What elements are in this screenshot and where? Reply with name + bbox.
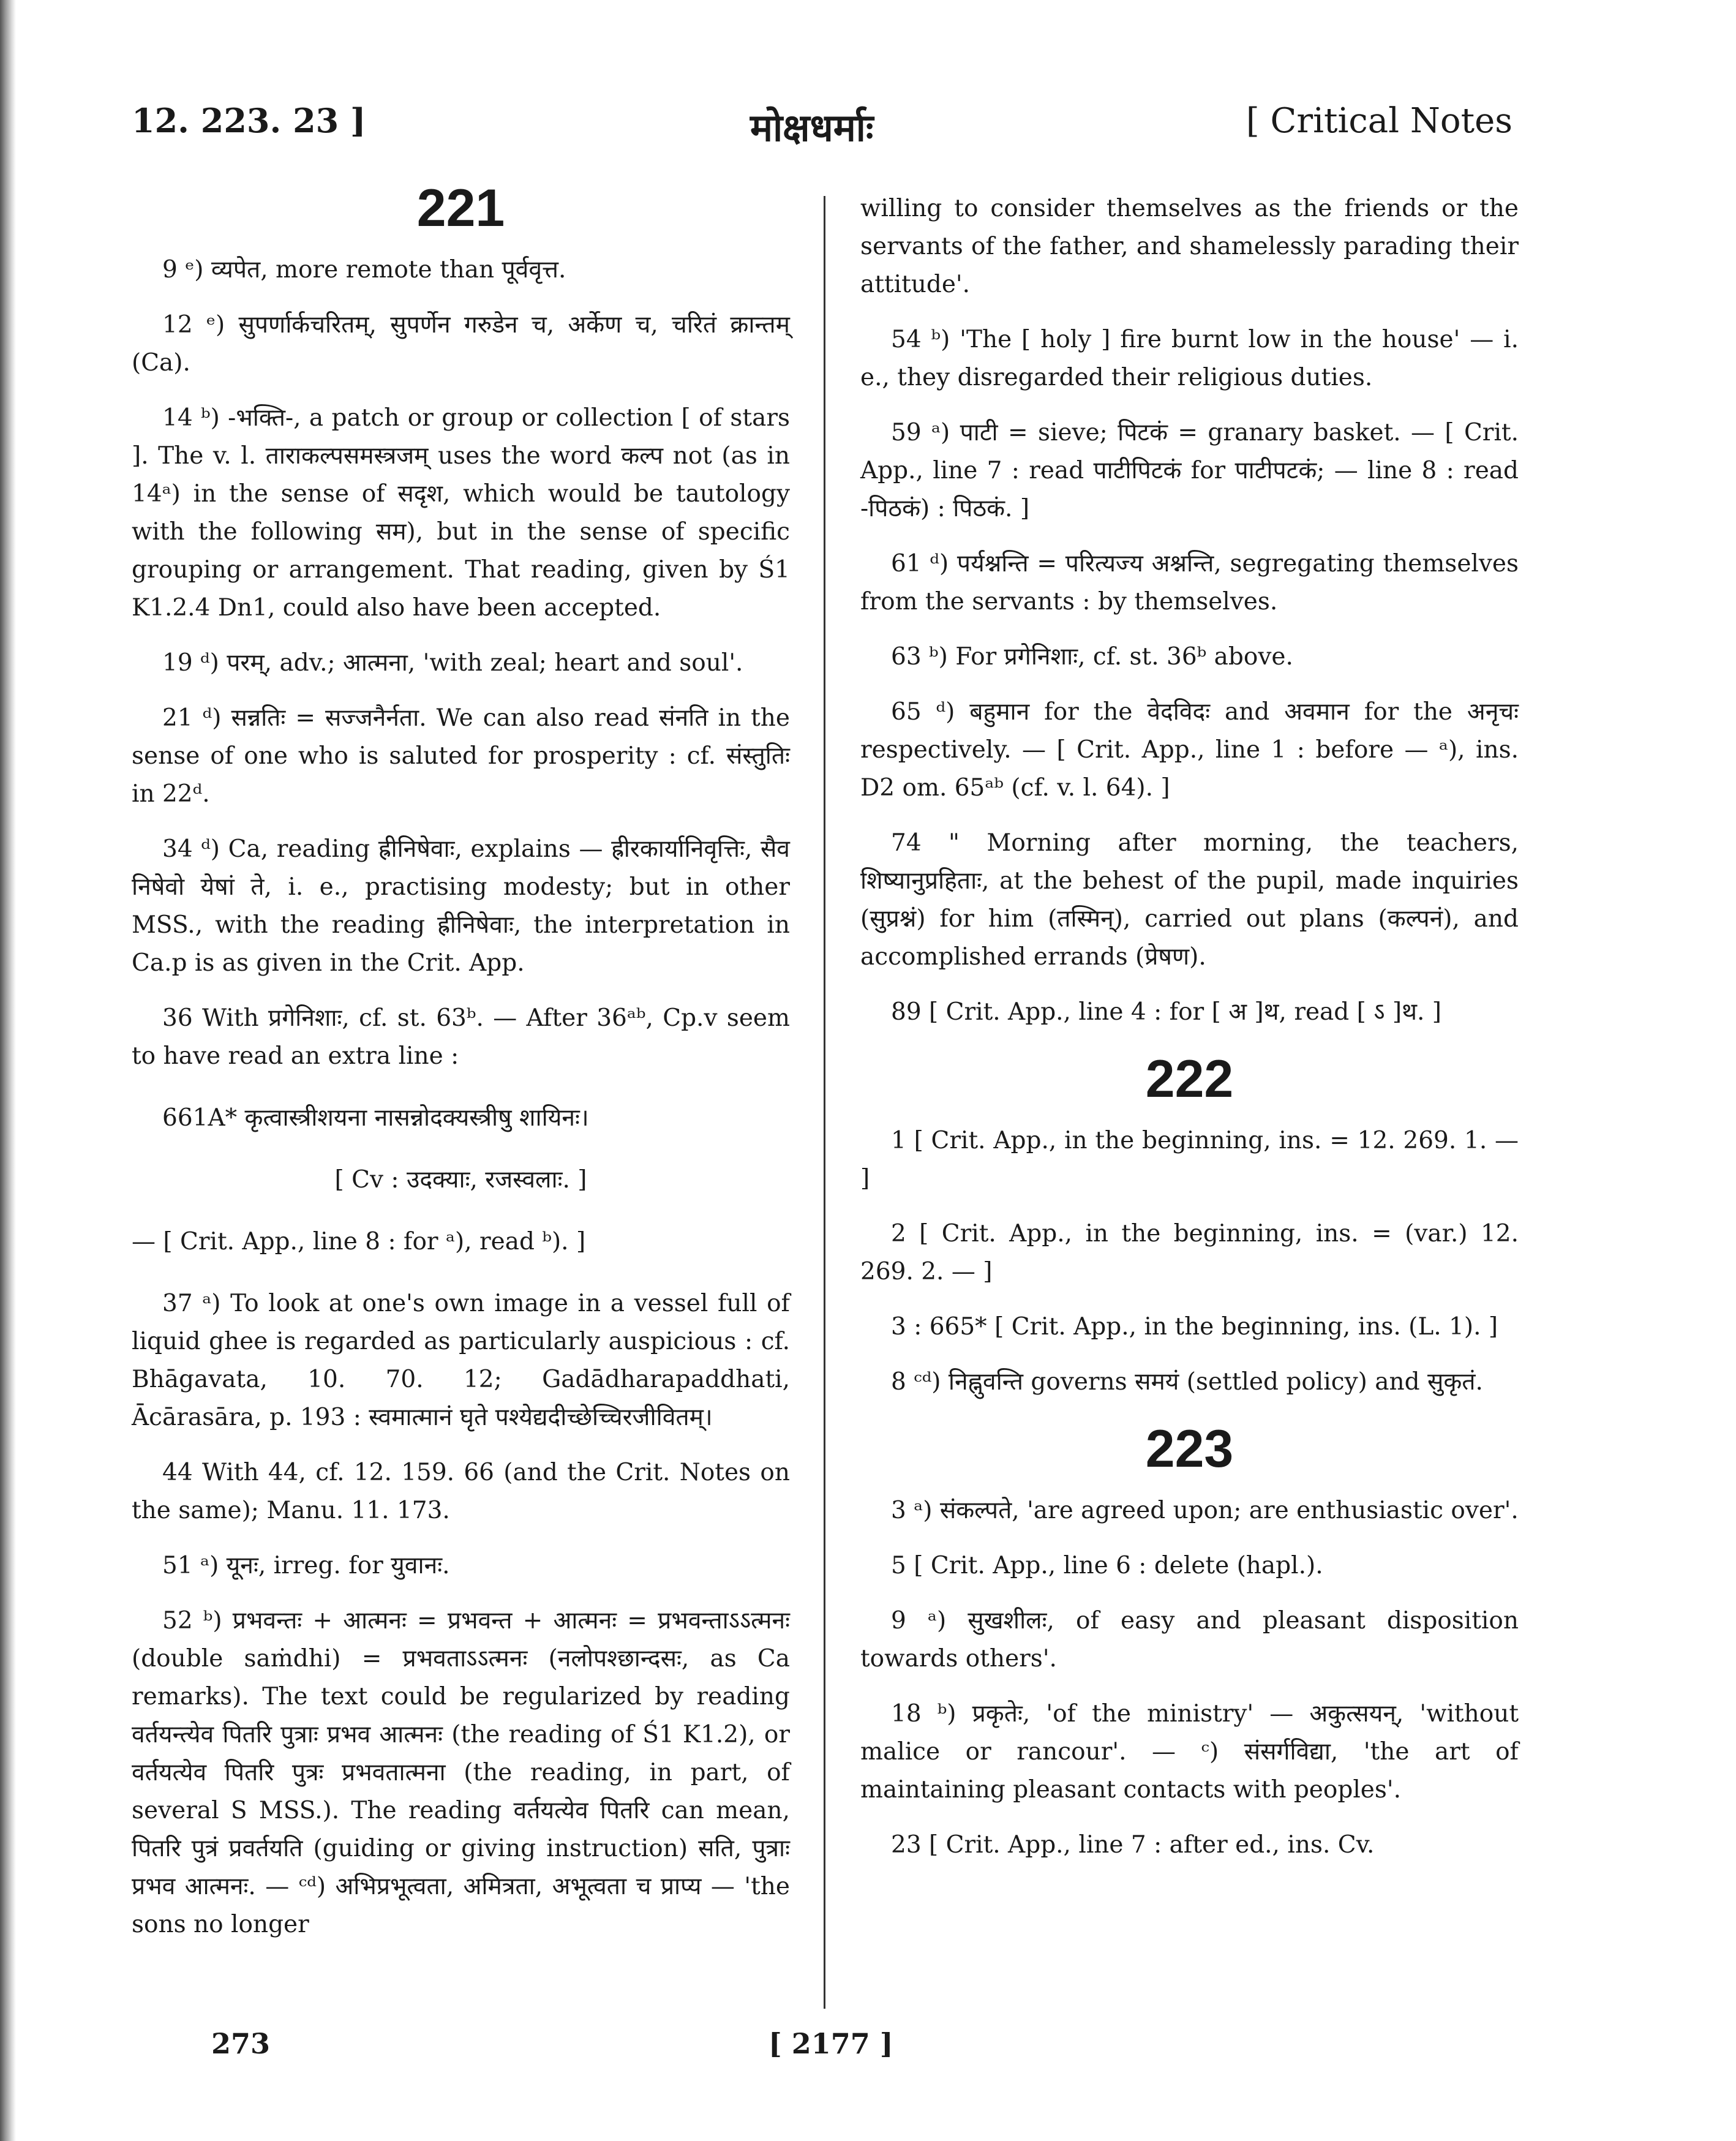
adhyaya-heading: 222 [1145, 1050, 1234, 1108]
note: 65 ᵈ) बहुमान for the वेदविदः and अवमान for the अनृचः respectively. — [ Crit. App., line 1 : before — ᵃ), ins. D2 om. 65ᵃᵇ (cf. v. l. 64). ] [860, 698, 1519, 802]
note: 2 [ Crit. App., in the beginning, ins. = (var.) 12. 269. 2. — ] [860, 1220, 1519, 1285]
note: 21 ᵈ) सन्नतिः = सज्जनैर्नता. We can also read संनति in the sense of one who is saluted for prosperity : cf. संस्तुतिः in 22ᵈ. [132, 704, 790, 808]
note: 37 ᵃ) To look at one's own image in a vessel full of liquid ghee is regarded as particularly auspicious : cf. Bhāgavata, 10. 70. 12; Gadādharapaddhati, Ācārasāra, p. 193 : स्वमात्मानं घृते पश्येद्यदीच्छेच्चिरजीवितम्। [132, 1290, 790, 1431]
note: 19 ᵈ) परम्, adv.; आत्मना, 'with zeal; heart and soul'. [162, 649, 743, 677]
note: 52 ᵇ) प्रभवन्तः + आत्मनः = प्रभवन्त + आत्मनः = प्रभवन्ताऽऽत्मनः (double saṁdhi) = प्रभवताऽऽत्मनः (नलोपश्छान्दसः, as Ca remarks). The text could be regularized by reading वर्तयन्त्येव पितरि पुत्राः प्रभव आत्मनः (the reading of Ś1 K1.2), or वर्तयत्येव पितरि पुत्रः प्रभवतात्मना (the reading, in part, of several S MSS.). The reading वर्तयत्येव पितरि can mean, पितरि पुत्रं प्रवर्तयति (guiding or giving instruction) सति, पुत्राः प्रभव आत्मनः. — ᶜᵈ) अभिप्रभूत्वता, अमित्रता, अभूत्वता च प्राप्य — 'the sons no longer [132, 1607, 790, 1938]
note: 1 [ Crit. App., in the beginning, ins. = 12. 269. 1. — ] [860, 1127, 1519, 1192]
note: 23 [ Crit. App., line 7 : after ed., ins. Cv. [891, 1831, 1375, 1859]
note: 44 With 44, cf. 12. 159. 66 (and the Crit. Notes on the same); Manu. 11. 173. [132, 1459, 790, 1524]
note: 34 ᵈ) Ca, reading ह्रीनिषेवाः, explains — ह्रीरकार्यानिवृत्तिः, सैव निषेवो येषां ते, i. e., practising modesty; but in other MSS., with the reading ह्रीनिषेवाः, the interpretation in Ca.p is as given in the Crit. App. [132, 835, 790, 977]
right-column [860, 190, 1519, 1881]
note: 74 " Morning after morning, the teachers, शिष्यानुप्रहिताः, at the behest of the pupil, made inquiries (सुप्रश्नं) for him (तस्मिन्), carried out plans (कल्पनं), and accomplished errands (प्रेषण). [860, 829, 1519, 971]
adhyaya-heading: 223 [1145, 1420, 1234, 1478]
header-section: [ Critical Notes [1246, 101, 1512, 141]
note: 8 ᶜᵈ) निह्नुवन्ति governs समयं (settled policy) and सुकृतं. [891, 1368, 1483, 1396]
note: 14 ᵇ) -भक्ति-, a patch or group or collection [ of stars ]. The v. l. ताराकल्पसमस्त्रजम् uses the word कल्प not (as in 14ᵃ) in the sense of सदृश, which would be tautology with the following सम), but in the sense of specific grouping or arrangement. That reading, given by Ś1 K1.2.4 Dn1, could also have been accepted. [132, 404, 790, 622]
note: 18 ᵇ) प्रकृतेः, 'of the ministry' — अकुत्सयन्, 'without malice or rancour'. — ᶜ) संसर्गविद्या, 'the art of maintaining pleasant contacts with peoples'. [860, 1700, 1519, 1804]
note: 9 ᵉ) व्यपेत, more remote than पूर्ववृत्त. [162, 256, 566, 284]
page-number: 273 [211, 2027, 271, 2060]
verse-line: 661A* कृत्वास्त्रीशयना नासन्नोदक्यस्त्रीषु शायिनः। [162, 1104, 589, 1132]
continuous-page-number: [ 2177 ] [768, 2027, 893, 2060]
verse-tail: — [ Crit. App., line 8 : for ᵃ), read ᵇ). ] [132, 1228, 586, 1255]
note: 5 [ Crit. App., line 6 : delete (hapl.). [891, 1552, 1323, 1579]
note: 36 With प्रगेनिशाः, cf. st. 63ᵇ. — After 36ᵃᵇ, Cp.v seem to have read an extra line : [132, 1004, 790, 1070]
header-title: मोक्षधर्माः [750, 105, 874, 150]
column-divider [824, 196, 825, 2009]
note: 63 ᵇ) For प्रगेनिशाः, cf. st. 36ᵇ above. [891, 643, 1293, 671]
verse-block [132, 1099, 790, 1261]
note: 89 [ Crit. App., line 4 : for [ अ ]थ, read [ ऽ ]थ. ] [891, 998, 1442, 1026]
note: 59 ᵃ) पाटी = sieve; पिटकं = granary basket. — [ Crit. App., line 7 : read पाटीपिटकं for पाटीपटकं; — line 8 : read -पिठकं) : पिठकं. ] [860, 419, 1519, 522]
note: 54 ᵇ) 'The [ holy ] fire burnt low in the house' — i. e., they disregarded their religious duties. [860, 326, 1519, 391]
scan-edge [0, 0, 16, 2141]
adhyaya-heading: 221 [416, 179, 505, 238]
note: 61 ᵈ) पर्यश्नन्ति = परित्यज्य अश्नन्ति, segregating themselves from the servants : by themselves. [860, 550, 1519, 615]
note: 9 ᵃ) सुखशीलः, of easy and pleasant disposition towards others'. [860, 1607, 1519, 1673]
header-reference: 12. 223. 23 ] [132, 101, 366, 140]
note: 3 ᵃ) संकल्पते, 'are agreed upon; are enthusiastic over'. [891, 1497, 1519, 1524]
note: 12 ᵉ) सुपर्णार्कचरितम्, सुपर्णेन गरुडेन च, अर्केण च, चरितं क्रान्तम् (Ca). [132, 311, 790, 377]
left-column [132, 178, 790, 1961]
note: 3 : 665* [ Crit. App., in the beginning, ins. (L. 1). ] [891, 1313, 1498, 1341]
note-continuation: willing to consider themselves as the friends or the servants of the father, and shamelessly parading their attitude'. [860, 195, 1519, 298]
verse-gloss: [ Cv : उदक्याः, रजस्वलाः. ] [334, 1166, 587, 1194]
note: 51 ᵃ) यूनः, irreg. for युवानः. [162, 1552, 450, 1579]
